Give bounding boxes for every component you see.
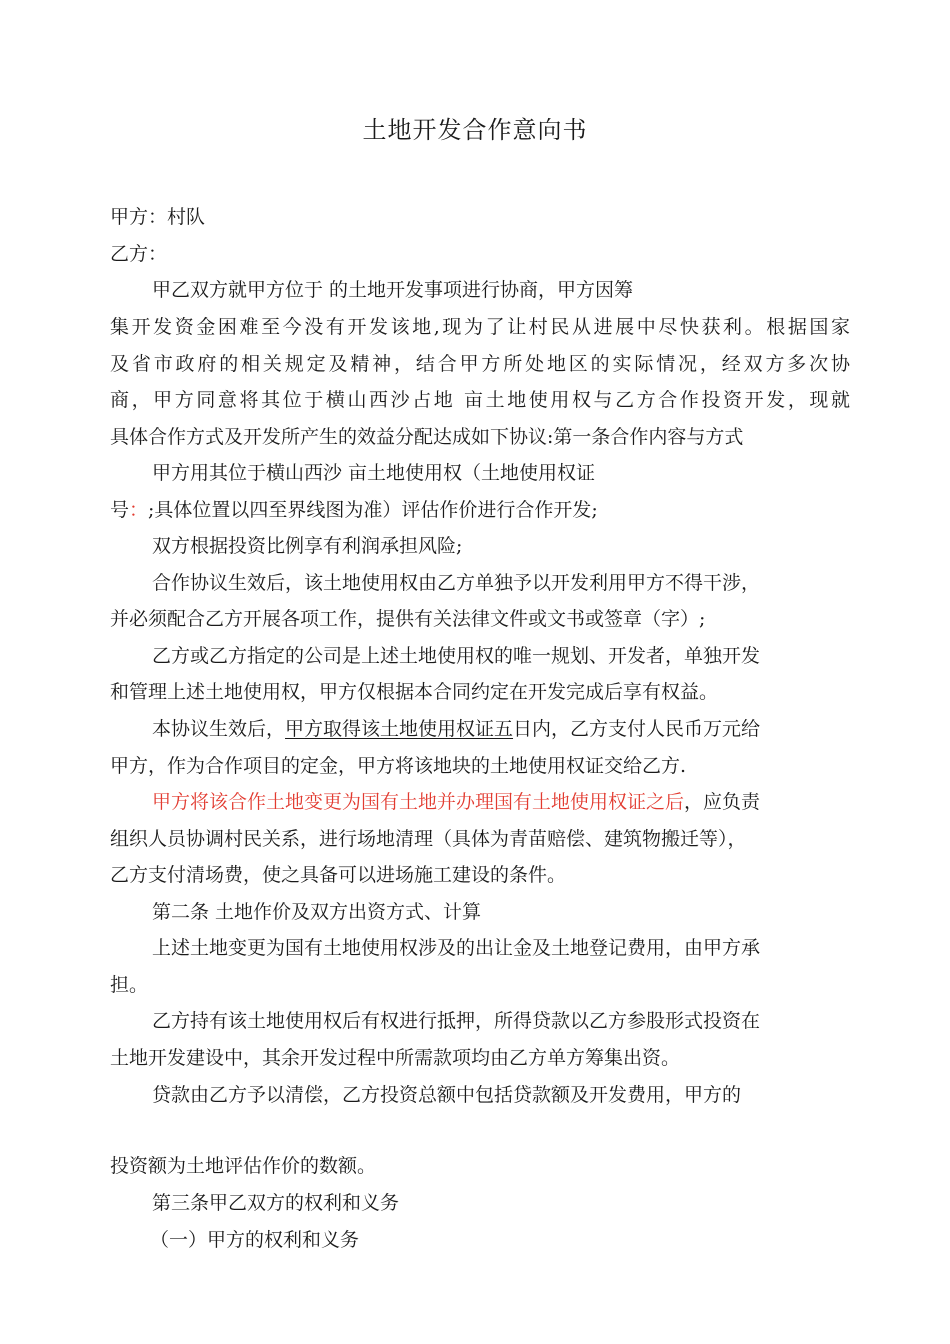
paragraph-line: 土地开发建设中，其余开发过程中所需款项均由乙方单方筹集出资。 [110, 1047, 681, 1069]
section-heading: 第二条 土地作价及双方出资方式、计算 [152, 901, 482, 923]
text-span: 本协议生效后， [152, 718, 286, 740]
paragraph-line: 上述土地变更为国有土地使用权涉及的出让金及土地登记费用，由甲方承 [152, 937, 761, 959]
paragraph-line: 乙方支付清场费，使之具备可以进场施工建设的条件。 [110, 864, 567, 886]
paragraph-line: 和管理上述土地使用权，甲方仅根据本合同约定在开发完成后享有权益。 [110, 681, 719, 703]
paragraph-line: 并必须配合乙方开展各项工作，提供有关法律文件或文书或签章（字）; [110, 608, 706, 630]
text-span: 日内，乙方支付人民币万元给 [513, 718, 761, 740]
document-title: 土地开发合作意向书 [362, 116, 588, 144]
paragraph-line: 乙方持有该土地使用权后有权进行抵押，所得贷款以乙方参股形式投资在 [152, 1010, 761, 1032]
text-span: ，应负责 [684, 791, 761, 813]
paragraph-line: 具体合作方式及开发所产生的效益分配达成如下协议:第一条合作内容与方式 [110, 426, 744, 448]
red-colon: ： [129, 499, 149, 521]
section-heading: 第三条甲乙双方的权利和义务 [152, 1192, 400, 1214]
paragraph-line: 甲方用其位于横山西沙 亩土地使用权（土地使用权证 [152, 462, 596, 484]
underlined-text: 甲方取得该土地使用权证五 [285, 718, 514, 740]
paragraph-line: 合作协议生效后，该土地使用权由乙方单独予以开发利用甲方不得干涉， [152, 572, 761, 594]
paragraph-line: 担。 [110, 974, 149, 996]
paragraph-line [152, 715, 892, 743]
text-span: ;具体位置以四至界线图为准）评估作价进行合作开发; [148, 499, 598, 521]
paragraph-line: 及省市政府的相关规定及精神，结合甲方所处地区的实际情况，经双方多次协 [110, 353, 850, 375]
paragraph-line: 集开发资金困难至今没有开发该地,现为了让村民从进展中尽快获利。根据国家 [110, 316, 850, 338]
party-a-line: 甲方：村队 [110, 206, 206, 228]
paragraph-line: 贷款由乙方予以清偿，乙方投资总额中包括贷款额及开发费用，甲方的 [152, 1084, 742, 1106]
paragraph-line: 商，甲方同意将其位于横山西沙占地 亩土地使用权与乙方合作投资开发，现就 [110, 389, 850, 411]
party-b-line: 乙方： [110, 243, 168, 265]
paragraph-line: 乙方或乙方指定的公司是上述土地使用权的唯一规划、开发者，单独开发 [152, 645, 761, 667]
paragraph-line: 投资额为土地评估作价的数额。 [110, 1155, 377, 1177]
paragraph-line: 双方根据投资比例享有利润承担风险; [152, 535, 463, 557]
red-highlighted-text: 甲方将该合作土地变更为国有土地并办理国有土地使用权证之后 [152, 791, 685, 813]
paragraph-line: 组织人员协调村民关系，进行场地清理（具体为青苗赔偿、建筑物搬迁等）， [110, 828, 747, 850]
paragraph-line [110, 496, 850, 524]
sub-section-heading: （一）甲方的权利和义务 [150, 1229, 360, 1251]
paragraph-line: 甲方，作为合作项目的定金，甲方将该地块的土地使用权证交给乙方. [110, 755, 687, 777]
paragraph-line: 甲乙双方就甲方位于 的土地开发事项进行协商，甲方因筹 [152, 279, 634, 301]
text-span: 号 [110, 499, 130, 521]
paragraph-line [152, 788, 892, 816]
